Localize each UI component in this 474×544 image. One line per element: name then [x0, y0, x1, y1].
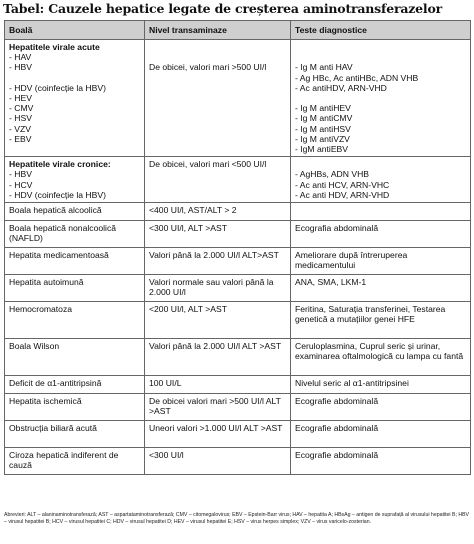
tests-cell: Ecografie abdominală — [291, 421, 471, 448]
table-row — [5, 394, 471, 421]
level-text: De obicei, valori mari >500 UI/l — [149, 62, 267, 73]
table-row — [5, 421, 471, 448]
list-item: - Ac anti HDV, ARN-VHD — [295, 189, 390, 200]
list-item: - CMV — [9, 103, 34, 114]
table-row — [5, 203, 471, 221]
disease-cell: Hepatita medicamentoasă — [5, 248, 145, 275]
list-item: - HBV — [9, 169, 32, 180]
disease-cell: Hepatita autoimună — [5, 275, 145, 302]
level-cell — [145, 157, 291, 203]
header-disease: Boală — [5, 21, 145, 40]
header-level: Nivel transaminaze — [145, 21, 291, 40]
table-row — [5, 248, 471, 275]
table-row — [5, 448, 471, 475]
table-row — [5, 221, 471, 248]
tests-cell: ANA, SMA, LKM-1 — [291, 275, 471, 302]
disease-cell: Hepatita ischemică — [5, 394, 145, 421]
header-row — [5, 21, 471, 40]
footnote: Abrevieri: ALT – alaninaminotransferază; AST – aspartataminotransferază; CMV – citomegalovirus; EBV – Epstein-Barr virus; HAV – hepatita A; HBsAg – antigen de suprafață al virusului hepatitei B; HBV – virusul hepatitei B; HCV – virusul hepatitei C; HDV – virusul hepatitei D; HEV – virusul hepatitei E; HSV – virus herpes simplex; VZV – virus varicelo-zosterian. — [4, 512, 469, 525]
list-item: - HBV — [9, 62, 32, 73]
header-tests: Teste diagnostice — [291, 21, 471, 40]
level-cell: Valori normale sau valori până la 2.000 UI/l — [145, 275, 291, 302]
level-cell: <400 UI/l, AST/ALT > 2 — [145, 203, 291, 221]
level-cell: Valori până la 2.000 UI/l ALT >AST — [145, 339, 291, 376]
disease-group-label: Hepatitele virale acute — [9, 42, 100, 52]
diagnostic-table — [4, 20, 471, 475]
level-cell: <300 UI/l, ALT >AST — [145, 221, 291, 248]
list-item: - VZV — [9, 123, 31, 134]
list-item: - Ig M antiHEV — [295, 103, 351, 114]
disease-cell: Deficit de α1-antitripsină — [5, 376, 145, 394]
list-item: - HDV (coinfecție la HBV) — [9, 189, 106, 200]
level-cell — [145, 40, 291, 157]
list-item: - Ac anti HCV, ARN-VHC — [295, 179, 390, 190]
disease-cell: Boala hepatică nonalcoolică (NAFLD) — [5, 221, 145, 248]
list-item: - Ag HBc, Ac antiHBc, ADN VHB — [295, 72, 419, 83]
disease-cell: Boala hepatică alcoolică — [5, 203, 145, 221]
list-item: - HAV — [9, 52, 32, 63]
tests-cell: Ecografie abdominală — [291, 448, 471, 475]
level-cell: <200 UI/l, ALT >AST — [145, 302, 291, 339]
tests-cell: Ceruloplasmina, Cuprul seric și urinar, examinarea oftalmologică cu lampa cu fantă — [291, 339, 471, 376]
table-title: Tabel: Cauzele hepatice legate de creșterea aminotransferazelor — [3, 1, 442, 16]
list-item: - HDV (coinfecție la HBV) — [9, 82, 106, 93]
disease-cell: Obstrucția biliară acută — [5, 421, 145, 448]
list-item: - Ig M antiHSV — [295, 123, 351, 134]
tests-cell — [291, 203, 471, 221]
list-item: - HCV — [9, 179, 33, 190]
level-cell: <300 UI/l — [145, 448, 291, 475]
table-row — [5, 302, 471, 339]
tests-cell: Ecografia abdominală — [291, 221, 471, 248]
tests-cell: Nivelul seric al α1-antitripsinei — [291, 376, 471, 394]
disease-cell: Boala Wilson — [5, 339, 145, 376]
table-row — [5, 339, 471, 376]
table-row — [5, 40, 471, 157]
tests-cell: Feritina, Saturația transferinei, Testarea genetică a mutațiilor genei HFE — [291, 302, 471, 339]
level-cell: 100 UI/L — [145, 376, 291, 394]
list-item: - Ac antiHDV, ARN-VHD — [295, 82, 387, 93]
list-item: - HEV — [9, 93, 32, 103]
level-cell: Uneori valori >1.000 UI/l ALT >AST — [145, 421, 291, 448]
table-row — [5, 376, 471, 394]
level-cell: De obicei valori mari >500 UI/l ALT >AST — [145, 394, 291, 421]
list-item: - Ig M antiCMV — [295, 113, 353, 124]
table-row — [5, 157, 471, 203]
list-item: - IgM antiEBV — [295, 143, 349, 154]
tests-cell — [291, 40, 471, 157]
table-row — [5, 275, 471, 302]
list-item: - AgHBs, ADN VHB — [295, 169, 370, 180]
disease-cell — [5, 40, 145, 157]
disease-group-label: Hepatitele virale cronice: — [9, 159, 111, 170]
list-item: - HSV — [9, 113, 32, 124]
disease-cell: Ciroza hepatică indiferent de cauză — [5, 448, 145, 475]
list-item: - Ig M anti HAV — [295, 62, 353, 73]
tests-cell: Ecografie abdominală — [291, 394, 471, 421]
tests-cell — [291, 157, 471, 203]
level-cell: Valori până la 2.000 UI/l ALT>AST — [145, 248, 291, 275]
disease-cell — [5, 157, 145, 203]
level-text: De obicei, valori mari <500 UI/l — [149, 159, 267, 170]
list-item: - EBV — [9, 133, 32, 144]
list-item: - Ig M antiVZV — [295, 133, 350, 144]
disease-cell: Hemocromatoza — [5, 302, 145, 339]
tests-cell: Ameliorare după întreruperea medicamentului — [291, 248, 471, 275]
